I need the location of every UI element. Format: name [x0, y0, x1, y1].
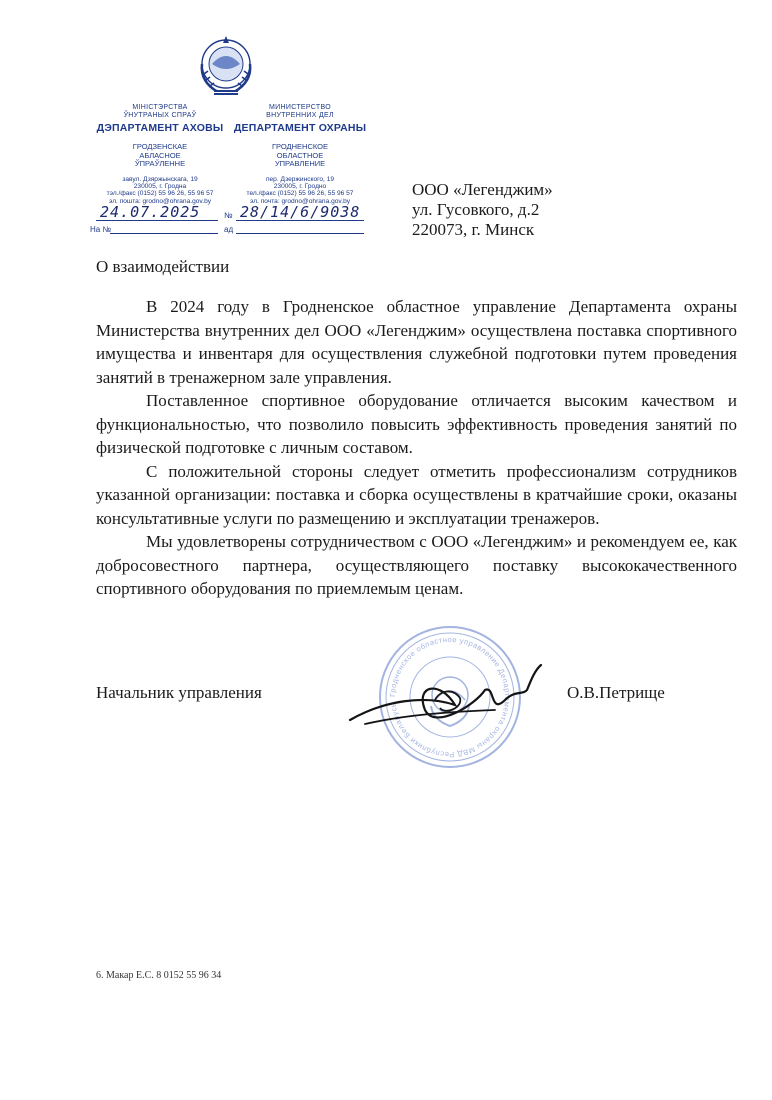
- reply-underline-right: [236, 233, 364, 234]
- executor-footer: 6. Макар Е.С. 8 0152 55 96 34: [96, 970, 222, 981]
- address-line: тел./факс (0152) 55 96 26, 55 96 57: [246, 190, 354, 198]
- region-line: ОБЛАСТНОЕ: [276, 150, 324, 160]
- ministry-line: МИНИСТЕРСТВО: [269, 104, 331, 111]
- address-by: [90, 176, 230, 206]
- body-paragraph: Поставленное спортивное оборудование отличается высоким качеством и функциональностью, что позволило повысить эффективность проведения занятий по физической подготовке с личным составом.: [96, 391, 737, 457]
- handwritten-signature: [345, 660, 545, 740]
- reply-label: На №: [90, 225, 112, 234]
- ministry-line: ВНУТРЕННИХ ДЕЛ: [266, 111, 334, 119]
- department-name-by: ДЭПАРТАМЕНТ АХОВЫ: [96, 122, 224, 135]
- region-line: УПРАВЛЕНИЕ: [274, 158, 326, 168]
- reply-suffix: ад: [224, 225, 234, 234]
- letter-subject: О взаимодействии: [96, 257, 230, 276]
- body-paragraph: Мы удовлетворены сотрудничеством с ООО «Легенджим» и рекомендуем ее, как добросовестного партнера, осуществляющего поставку высококачественного спортивного оборудования по приемлемым ценам.: [96, 532, 737, 598]
- letterhead-right: [230, 104, 370, 205]
- address-line: завул. Дзяржынскага, 19: [122, 175, 198, 183]
- letterhead-left: [90, 104, 230, 205]
- number-label: №: [224, 211, 233, 220]
- signatory-title: Начальник управления: [96, 683, 262, 702]
- ministry-line: МІНІСТЭРСТВА: [132, 104, 188, 111]
- state-emblem-icon: [190, 30, 262, 102]
- address-line: 230005, г. Гродно: [273, 183, 327, 191]
- region-line: АБЛАСНОЕ: [139, 150, 181, 160]
- address-line: тэл./факс (0152) 55 96 26, 55 96 57: [106, 190, 214, 198]
- ministry-name-by: [90, 104, 230, 119]
- signatory-name: О.В.Петрище: [567, 683, 665, 702]
- number-handwritten: 28/14/6/9038: [240, 203, 361, 221]
- addressee-city: 220073, г. Минск: [412, 220, 535, 239]
- letter-body: [96, 295, 737, 601]
- ministry-name-ru: [230, 104, 370, 119]
- region-name-ru: [230, 143, 370, 167]
- reply-underline: [110, 233, 218, 234]
- addressee-company: ООО «Легенджим»: [412, 180, 553, 199]
- region-line: ГРОДЗЕНСКАЕ: [132, 142, 188, 152]
- address-line: пер. Дзержинского, 19: [265, 175, 335, 183]
- body-paragraph: С положительной стороны следует отметить профессионализм сотрудников указанной организации: поставка и сборка осуществлены в кратчайшие сроки, оказаны консультативные услуги по размещению и эксплуатации тренажеров.: [96, 461, 737, 528]
- region-line: ЎПРАЎЛЕННЕ: [134, 158, 186, 168]
- address-line: 230005, г. Гродна: [133, 183, 187, 191]
- address-line: эл. почта: grodno@ohrana.gov.by: [249, 197, 351, 205]
- address-ru: [230, 176, 370, 206]
- address-line: эл. пошта: grodno@ohrana.gov.by: [108, 197, 212, 205]
- addressee-block: [412, 180, 553, 240]
- ministry-line: ЎНУТРАНЫХ СПРАЎ: [123, 111, 197, 119]
- body-paragraph: В 2024 году в Гродненское областное управление Департамента охраны Министерства внутренних дел ООО «Легенджим» осуществлена поставка спортивного имущества и инвентаря для осуществления служебной подготовки путем проведения занятий в тренажерном зале управления.: [96, 297, 737, 387]
- stamp-text: Гродненское областное управление Департамента охраны МВД Республики Беларусь: [387, 634, 513, 760]
- department-name-ru: ДЕПАРТАМЕНТ ОХРАНЫ: [233, 122, 367, 135]
- region-name-by: [90, 143, 230, 167]
- region-line: ГРОДНЕНСКОЕ: [271, 142, 329, 152]
- date-handwritten: 24.07.2025: [100, 203, 201, 221]
- addressee-street: ул. Гусовкого, д.2: [412, 200, 540, 219]
